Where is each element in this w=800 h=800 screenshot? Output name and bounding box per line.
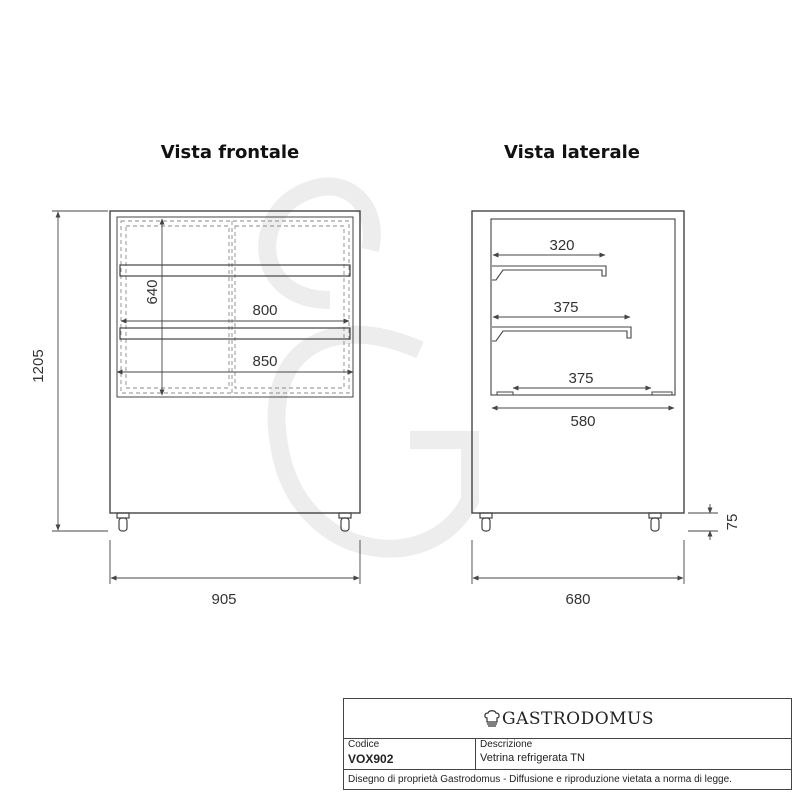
dim-label-shelf-height: 640 [144, 279, 161, 305]
side-shelf-top [492, 266, 606, 280]
front-wheel-left [117, 513, 129, 531]
side-inner-outline [491, 219, 675, 395]
chef-hat-icon [484, 710, 500, 728]
front-view-title: Vista frontale [160, 142, 300, 163]
front-view [110, 211, 360, 531]
dim-label-shelf-depth-bottom: 375 [568, 370, 594, 387]
side-cabinet-outline [472, 211, 684, 513]
side-shelf-middle [492, 327, 631, 341]
code-cell [344, 738, 476, 770]
side-view-title: Vista laterale [503, 142, 641, 163]
dim-label-inner-depth: 580 [570, 413, 596, 430]
ownership-notice: Disegno di proprietà Gastrodomus - Diffusione e riproduzione vietata a norma di legge. [348, 774, 732, 785]
dim-label-front-width: 905 [211, 591, 237, 608]
dim-label-side-depth: 680 [565, 591, 591, 608]
code-label: Codice [348, 739, 380, 750]
dim-label-shelf-depth-top: 320 [549, 237, 575, 254]
dim-label-shelf-width: 800 [252, 302, 278, 319]
side-base-right [652, 392, 672, 395]
dim-label-shelf-depth-middle: 375 [553, 299, 579, 316]
code-value: VOX902 [348, 752, 394, 766]
brand-name: GASTRODOMUS [502, 709, 655, 729]
dim-label-front-height: 1205 [30, 349, 47, 383]
front-wheel-right [339, 513, 351, 531]
side-wheel-left [480, 513, 492, 531]
description-label: Descrizione [480, 739, 533, 750]
title-block-logo-row [344, 699, 791, 739]
dim-label-inner-width: 850 [252, 353, 278, 370]
side-base-left [497, 392, 513, 395]
description-value: Vetrina refrigerata TN [480, 752, 585, 764]
title-block [343, 698, 792, 790]
watermark-logo [267, 186, 470, 548]
side-wheel-right [649, 513, 661, 531]
brand-logo [484, 709, 654, 729]
description-cell [476, 738, 791, 770]
dim-label-wheel-height: 75 [724, 513, 741, 531]
